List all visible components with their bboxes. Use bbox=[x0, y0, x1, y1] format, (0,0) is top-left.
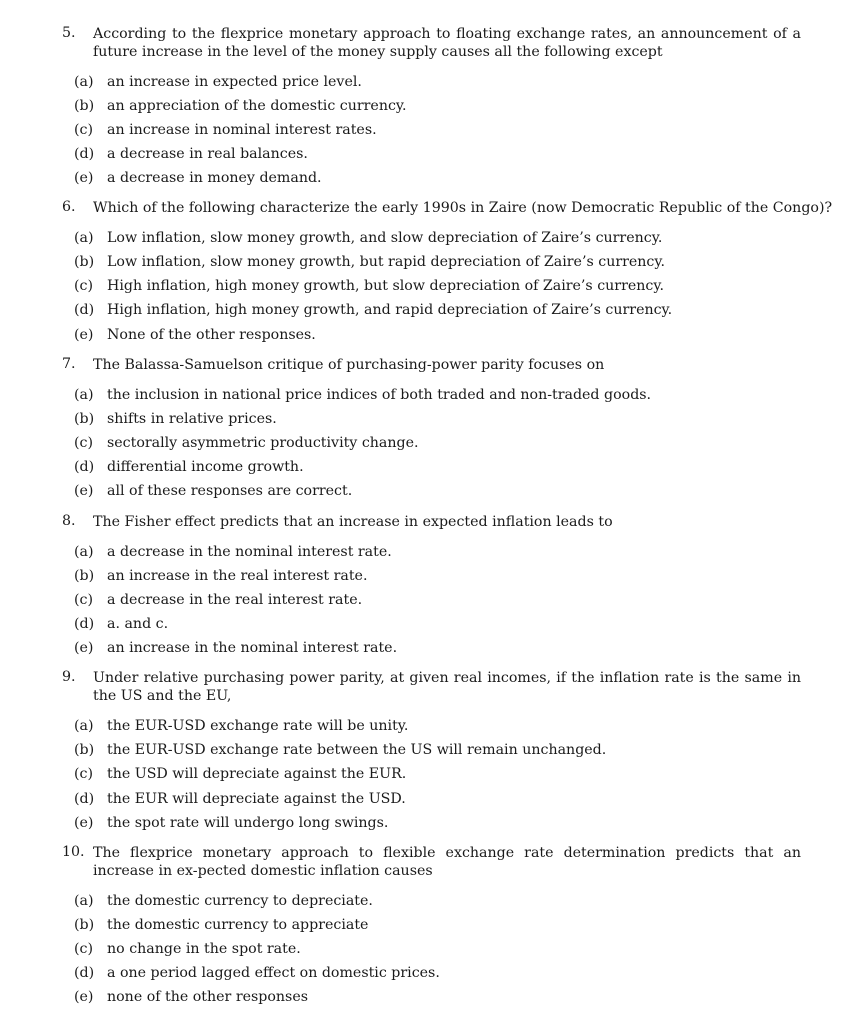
option-text: all of these responses are correct. bbox=[107, 483, 353, 499]
option-text: the EUR-USD exchange rate between the US will remain unchanged. bbox=[107, 742, 607, 758]
question-text: Under relative purchasing power parity, at given real incomes, if the inflation rate is the same in the US and the EU, bbox=[93, 670, 801, 704]
option-8d bbox=[0, 615, 851, 633]
option-label: (c) bbox=[74, 435, 94, 451]
option-9a bbox=[0, 717, 851, 735]
option-label: (d) bbox=[74, 965, 95, 981]
option-text: a decrease in real balances. bbox=[107, 146, 308, 162]
option-9e bbox=[0, 814, 851, 832]
option-9d bbox=[0, 790, 851, 808]
option-5b bbox=[0, 97, 851, 115]
option-text: a. and c. bbox=[107, 616, 169, 632]
option-8e bbox=[0, 639, 851, 657]
option-9b bbox=[0, 741, 851, 759]
option-label: (b) bbox=[74, 742, 95, 758]
option-label: (e) bbox=[74, 483, 94, 499]
question-number: 9. bbox=[62, 669, 76, 685]
question-text: The Fisher effect predicts that an increase in expected inflation leads to bbox=[93, 514, 613, 530]
option-label: (d) bbox=[74, 616, 95, 632]
option-text: an increase in the nominal interest rate. bbox=[107, 640, 398, 656]
option-text: the EUR will depreciate against the USD. bbox=[107, 791, 406, 807]
option-10e bbox=[0, 988, 851, 1006]
option-6d bbox=[0, 301, 851, 319]
option-text: none of the other responses bbox=[107, 989, 309, 1005]
option-text: the USD will depreciate against the EUR. bbox=[107, 766, 407, 782]
option-10d bbox=[0, 964, 851, 982]
option-text: the domestic currency to appreciate bbox=[107, 917, 369, 933]
option-label: (d) bbox=[74, 459, 95, 475]
option-label: (a) bbox=[74, 387, 94, 403]
option-text: no change in the spot rate. bbox=[107, 941, 301, 957]
question-number: 5. bbox=[62, 25, 76, 41]
option-label: (b) bbox=[74, 917, 95, 933]
option-5c bbox=[0, 121, 851, 139]
option-text: a one period lagged effect on domestic prices. bbox=[107, 965, 440, 981]
option-text: a decrease in the nominal interest rate. bbox=[107, 544, 392, 560]
option-7b bbox=[0, 410, 851, 428]
option-label: (e) bbox=[74, 989, 94, 1005]
option-label: (a) bbox=[74, 230, 94, 246]
option-text: a decrease in money demand. bbox=[107, 170, 322, 186]
option-8c bbox=[0, 591, 851, 609]
option-label: (c) bbox=[74, 122, 94, 138]
option-label: (b) bbox=[74, 254, 95, 270]
option-label: (c) bbox=[74, 766, 94, 782]
option-7c bbox=[0, 434, 851, 452]
option-text: the EUR-USD exchange rate will be unity. bbox=[107, 718, 409, 734]
option-text: the domestic currency to depreciate. bbox=[107, 893, 373, 909]
option-label: (b) bbox=[74, 568, 95, 584]
question-number: 10. bbox=[62, 844, 85, 860]
question-text: According to the flexprice monetary approach to floating exchange rates, an announcement of a future increase in the level of the money supply causes all the following except bbox=[93, 26, 801, 60]
option-6a bbox=[0, 229, 851, 247]
option-5e bbox=[0, 169, 851, 187]
option-label: (d) bbox=[74, 146, 95, 162]
option-8b bbox=[0, 567, 851, 585]
option-text: shifts in relative prices. bbox=[107, 411, 277, 427]
option-10c bbox=[0, 940, 851, 958]
option-text: a decrease in the real interest rate. bbox=[107, 592, 363, 608]
option-text: sectorally asymmetric productivity change. bbox=[107, 435, 419, 451]
option-7d bbox=[0, 458, 851, 476]
question-text: The flexprice monetary approach to flexible exchange rate determination predicts that an increase in ex-pected domestic inflation causes bbox=[93, 845, 801, 879]
option-label: (a) bbox=[74, 544, 94, 560]
option-6c bbox=[0, 277, 851, 295]
option-8a bbox=[0, 543, 851, 561]
option-text: the spot rate will undergo long swings. bbox=[107, 815, 389, 831]
option-text: Low inflation, slow money growth, and slow depreciation of Zaire’s currency. bbox=[107, 230, 663, 246]
option-5a bbox=[0, 73, 851, 91]
option-label: (b) bbox=[74, 411, 95, 427]
option-text: Low inflation, slow money growth, but rapid depreciation of Zaire’s currency. bbox=[107, 254, 666, 270]
option-7a bbox=[0, 386, 851, 404]
option-text: the inclusion in national price indices of both traded and non-traded goods. bbox=[107, 387, 652, 403]
option-text: High inflation, high money growth, and rapid depreciation of Zaire’s currency. bbox=[107, 302, 673, 318]
option-7e bbox=[0, 482, 851, 500]
option-label: (a) bbox=[74, 893, 94, 909]
option-text: an appreciation of the domestic currency. bbox=[107, 98, 407, 114]
question-text: The Balassa-Samuelson critique of purchasing-power parity focuses on bbox=[93, 357, 605, 373]
option-label: (d) bbox=[74, 791, 95, 807]
option-label: (e) bbox=[74, 640, 94, 656]
option-label: (e) bbox=[74, 327, 94, 343]
option-label: (b) bbox=[74, 98, 95, 114]
option-label: (a) bbox=[74, 74, 94, 90]
question-number: 7. bbox=[62, 356, 76, 372]
option-text: an increase in the real interest rate. bbox=[107, 568, 368, 584]
option-label: (d) bbox=[74, 302, 95, 318]
question-number: 8. bbox=[62, 513, 76, 529]
option-5d bbox=[0, 145, 851, 163]
option-label: (a) bbox=[74, 718, 94, 734]
option-label: (c) bbox=[74, 941, 94, 957]
option-text: differential income growth. bbox=[107, 459, 304, 475]
option-text: High inflation, high money growth, but slow depreciation of Zaire’s currency. bbox=[107, 278, 664, 294]
option-10a bbox=[0, 892, 851, 910]
option-6e bbox=[0, 326, 851, 344]
option-text: an increase in expected price level. bbox=[107, 74, 362, 90]
option-label: (c) bbox=[74, 278, 94, 294]
option-6b bbox=[0, 253, 851, 271]
option-text: None of the other responses. bbox=[107, 327, 316, 343]
option-label: (c) bbox=[74, 592, 94, 608]
question-number: 6. bbox=[62, 199, 76, 215]
option-label: (e) bbox=[74, 170, 94, 186]
option-10b bbox=[0, 916, 851, 934]
option-text: an increase in nominal interest rates. bbox=[107, 122, 377, 138]
question-text: Which of the following characterize the early 1990s in Zaire (now Democratic Republic of the Congo)? bbox=[93, 200, 833, 216]
option-label: (e) bbox=[74, 815, 94, 831]
option-9c bbox=[0, 765, 851, 783]
